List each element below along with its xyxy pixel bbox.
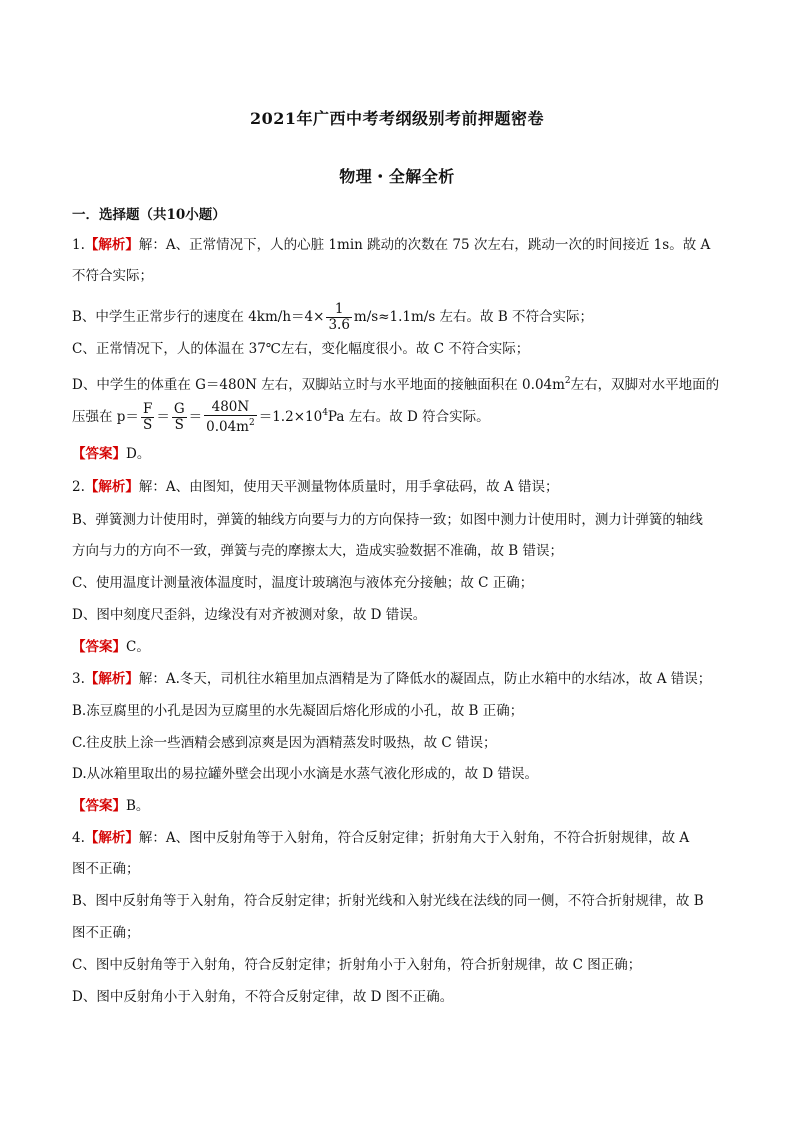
q1-equals-1: ＝: [156, 409, 170, 425]
q1-line-c: C、正常情况下，人的体温在 37℃左右，变化幅度很小。故 C 不符合实际；: [72, 341, 530, 357]
q1-number: 1.: [72, 237, 85, 253]
q1-answer-label: 【答案】: [72, 446, 126, 462]
q4-number: 4.: [72, 830, 85, 846]
q1-b-text-end: m/s≈1.1m/s 左右。故 B 不符合实际；: [353, 309, 594, 325]
q1-d-sup: 2: [564, 376, 571, 386]
q1-line-2: 不符合实际；: [72, 268, 153, 284]
q1-fraction-f-s: [141, 402, 154, 433]
q2-line-2: B、弹簧测力计使用时，弹簧的轴线方向要与力的方向保持一致；如图中测力计使用时，测力计弹簧的轴线: [72, 512, 703, 528]
q1-f3-den-text: 0.04m: [206, 419, 249, 435]
q3-line-1: [72, 670, 732, 688]
q1-pressure-text: 压强在 p＝: [72, 409, 139, 425]
q1-f2-numerator: G: [173, 401, 185, 417]
q2-text-1: 解：A、由图知，使用天平测量物体质量时，用手拿砝码，故 A 错误；: [138, 479, 559, 495]
q4-line-5: C、图中反射角等于入射角，符合反射定律；折射角小于入射角，符合折射规律，故 C 图正确；: [72, 957, 642, 973]
q4-line-1: [72, 829, 732, 847]
q1-f3-denominator: [204, 416, 257, 435]
q1-fraction-480n: [204, 400, 257, 435]
q1-d-text-end: 左右，双脚对水平地面的: [570, 377, 720, 393]
document-subtitle: 物理・全解全析: [339, 167, 455, 186]
q3-text-1: 解：A.冬天，司机往水箱里加点酒精是为了降低水的凝固点，防止水箱中的水结冰，故 A 错误；: [138, 671, 712, 687]
q2-line-1: [72, 478, 732, 496]
q1-result-sup: 4: [322, 408, 328, 418]
q1-answer: D。: [126, 446, 151, 462]
q2-line-3: 方向与力的方向不一致，弹簧与壳的摩擦太大，造成实验数据不准确，故 B 错误；: [72, 543, 564, 559]
q2-analysis-label: 【解析】: [84, 479, 139, 495]
q3-answer: B。: [126, 798, 150, 814]
q1-f2-denominator: S: [174, 417, 184, 433]
q1-line-b: [72, 302, 732, 333]
q4-text-1: 解：A、图中反射角等于入射角，符合反射定律；折射角大于入射角，不符合折射规律，故 A: [138, 830, 690, 846]
q3-line-3: C.往皮肤上涂一些酒精会感到凉爽是因为酒精蒸发时吸热，故 C 错误；: [72, 735, 497, 751]
q1-fraction-g-s: [172, 402, 187, 433]
q4-line-4: 图不正确；: [72, 925, 140, 941]
q3-line-2: B.冻豆腐里的小孔是因为豆腐里的水先凝固后熔化形成的小孔，故 B 正确；: [72, 703, 524, 719]
q2-line-4: C、使用温度计测量液体温度时，温度计玻璃泡与液体充分接触；故 C 正确；: [72, 575, 534, 591]
q1-answer-line: [72, 445, 732, 463]
q2-line-5: D、图中刻度尺歪斜，边缘没有对齐被测对象，故 D 错误。: [72, 607, 427, 623]
q1-b-fraction: [326, 302, 351, 333]
q2-answer-label: 【答案】: [72, 639, 126, 655]
q1-line-d2: [72, 400, 732, 435]
q3-line-4: D.从冰箱里取出的易拉罐外壁会出现小水滴是水蒸气液化形成的，故 D 错误。: [72, 766, 539, 782]
q3-analysis-label: 【解析】: [84, 671, 139, 687]
q1-analysis-label: 【解析】: [84, 237, 139, 253]
q1-result-text-end: Pa 左右。故 D 符合实际。: [327, 409, 490, 425]
q2-answer: C。: [126, 639, 150, 655]
q1-text-1: 解：A、正常情况下，人的心脏 1min 跳动的次数在 75 次左右，跳动一次的时间接近 1s。故 A: [138, 237, 711, 253]
q4-line-3: B、图中反射角等于入射角，符合反射定律；折射光线和入射光线在法线的同一侧，不符合折射规律，故 B: [72, 893, 704, 909]
section-heading: 一．选择题（共10小题）: [72, 207, 226, 223]
document-title: 2021年广西中考考纲级别考前押题密卷: [249, 109, 545, 128]
q1-line-d1: [72, 372, 732, 394]
q1-f3-den-sup: 2: [248, 418, 255, 428]
q2-answer-line: [72, 638, 732, 656]
q1-result-text: ＝1.2×10: [258, 409, 323, 425]
q3-answer-line: [72, 797, 732, 815]
q1-b-denominator: 3.6: [328, 317, 350, 333]
q2-number: 2.: [72, 479, 85, 495]
q1-equals-2: ＝: [188, 409, 203, 425]
q4-line-6: D、图中反射角小于入射角，不符合反射定律，故 D 图不正确。: [72, 989, 454, 1005]
q3-answer-label: 【答案】: [72, 798, 126, 814]
q1-b-numerator: 1: [326, 302, 351, 318]
q3-number: 3.: [72, 671, 85, 687]
q1-d-text: D、中学生的体重在 G＝480N 左右，双脚站立时与水平地面的接触面积在 0.04m: [72, 377, 565, 393]
q1-b-text: B、中学生正常步行的速度在 4km/h＝4×: [72, 309, 325, 325]
q1-line-1: [72, 236, 732, 254]
q4-line-2: 图不正确；: [72, 861, 140, 877]
q1-f1-numerator: F: [142, 401, 153, 417]
q4-analysis-label: 【解析】: [84, 830, 139, 846]
q1-f3-numerator: 480N: [204, 400, 257, 416]
q1-f1-denominator: S: [143, 417, 153, 433]
